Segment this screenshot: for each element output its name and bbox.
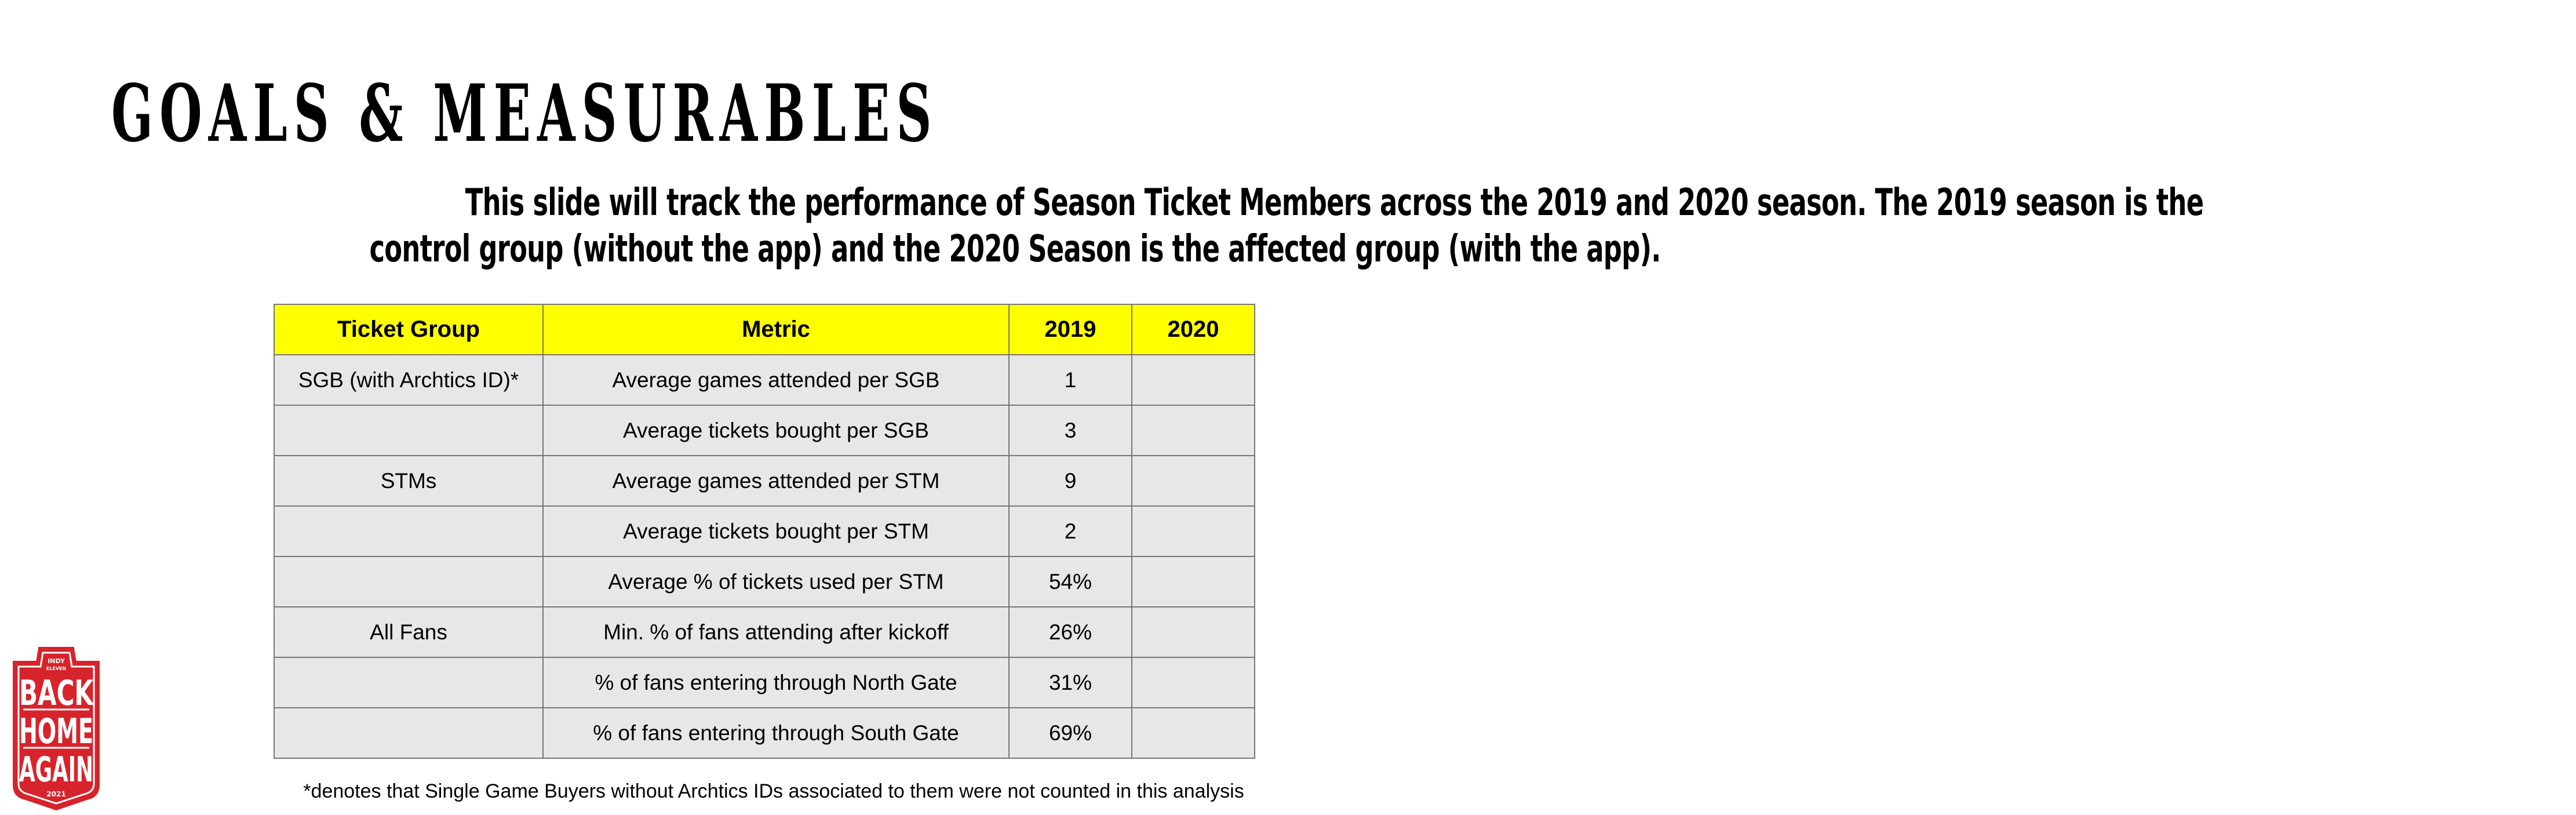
cell-ticket-group: SGB (with Archtics ID)* xyxy=(274,355,543,405)
table-row xyxy=(274,506,1255,556)
cell-2019: 1 xyxy=(1009,355,1132,405)
cell-2020 xyxy=(1132,708,1255,758)
metrics-table xyxy=(274,304,1255,759)
cell-2019: 31% xyxy=(1009,657,1132,708)
cell-2020 xyxy=(1132,355,1255,405)
header-2020: 2020 xyxy=(1132,304,1255,355)
cell-metric: Average games attended per STM xyxy=(543,456,1009,506)
cell-2020 xyxy=(1132,556,1255,607)
cell-2020 xyxy=(1132,405,1255,456)
cell-2019: 54% xyxy=(1009,556,1132,607)
cell-2020 xyxy=(1132,607,1255,657)
cell-metric: % of fans entering through South Gate xyxy=(543,708,1009,758)
cell-ticket-group xyxy=(274,506,543,556)
description-line-2: control group (without the app) and the 2020 Season is the affected group (with the app). xyxy=(369,228,1661,271)
table-row xyxy=(274,456,1255,506)
slide-description xyxy=(93,180,2204,272)
page-title: GOALS & MEASURABLES xyxy=(111,67,938,160)
table-row xyxy=(274,405,1255,456)
cell-2019: 3 xyxy=(1009,405,1132,456)
cell-ticket-group: All Fans xyxy=(274,607,543,657)
cell-2020 xyxy=(1132,657,1255,708)
cell-metric: % of fans entering through North Gate xyxy=(543,657,1009,708)
cell-metric: Average % of tickets used per STM xyxy=(543,556,1009,607)
logo-year: 2021 xyxy=(46,790,66,798)
cell-2019: 9 xyxy=(1009,456,1132,506)
header-ticket-group: Ticket Group xyxy=(274,304,543,355)
cell-2020 xyxy=(1132,456,1255,506)
table-row xyxy=(274,607,1255,657)
table-row xyxy=(274,556,1255,607)
logo-line-3: AGAIN xyxy=(19,749,93,790)
description-line-1: This slide will track the performance of Season Ticket Members across the 2019 and 2020 season. The 2019 season is the xyxy=(465,181,2204,224)
logo-line-1: BACK xyxy=(19,673,94,714)
table-row xyxy=(274,355,1255,405)
cell-ticket-group xyxy=(274,405,543,456)
cell-2019: 26% xyxy=(1009,607,1132,657)
cell-ticket-group xyxy=(274,708,543,758)
cell-2019: 69% xyxy=(1009,708,1132,758)
logo-sub-text: ELEVEN xyxy=(46,666,67,671)
cell-metric: Average games attended per SGB xyxy=(543,355,1009,405)
table-header-row xyxy=(274,304,1255,355)
cell-2019: 2 xyxy=(1009,506,1132,556)
header-2019: 2019 xyxy=(1009,304,1132,355)
table-row xyxy=(274,657,1255,708)
cell-ticket-group: STMs xyxy=(274,456,543,506)
table-row xyxy=(274,708,1255,758)
header-metric: Metric xyxy=(543,304,1009,355)
logo-top-text: INDY xyxy=(48,657,65,665)
cell-2020 xyxy=(1132,506,1255,556)
cell-ticket-group xyxy=(274,556,543,607)
cell-ticket-group xyxy=(274,657,543,708)
cell-metric: Average tickets bought per SGB xyxy=(543,405,1009,456)
cell-metric: Average tickets bought per STM xyxy=(543,506,1009,556)
footnote: *denotes that Single Game Buyers without Archtics IDs associated to them were not counted in this analysis xyxy=(303,780,1244,802)
cell-metric: Min. % of fans attending after kickoff xyxy=(543,607,1009,657)
back-home-again-logo xyxy=(8,640,104,812)
logo-line-2: HOME xyxy=(19,711,93,752)
